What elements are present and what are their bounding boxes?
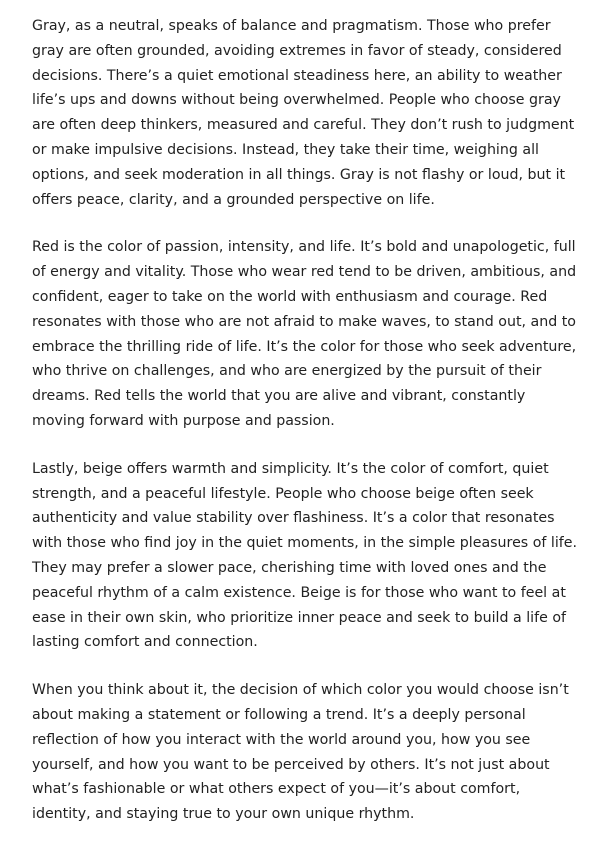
article-body [32, 14, 580, 850]
paragraph-gray: Gray, as a neutral, speaks of balance and pragmatism. Those who prefer gray are often grounded, avoiding extremes in favor of steady, considered decisions. There’s a quiet emotional steadiness here, an ability to weather life’s ups and downs without being overwhelmed. People who choose gray are often deep thinkers, measured and careful. They don’t rush to judgment or make impulsive decisions. Instead, they take their time, weighing all options, and seek moderation in all things. Gray is not flashy or loud, but it offers peace, clarity, and a grounded perspective on life. [32, 18, 575, 208]
paragraph-beige: Lastly, beige offers warmth and simplicity. It’s the color of comfort, quiet strength, and a peaceful lifestyle. People who choose beige often seek authenticity and value stability over flashiness. It’s a color that resonates with those who find joy in the quiet moments, in the simple pleasures of life. They may prefer a slower pace, cherishing time with loved ones and the peaceful rhythm of a calm existence. Beige is for those who want to feel at ease in their own skin, who prioritize inner peace and seek to build a life of lasting comfort and connection. [32, 460, 578, 651]
paragraph-red: Red is the color of passion, intensity, and life. It’s bold and unapologetic, full of energy and vitality. Those who wear red tend to be driven, ambitious, and confident, eager to take on the world with enthusiasm and courage. Red resonates with those who are not afraid to make waves, to stand out, and to embrace the thrilling ride of life. It’s the color for those who seek adventure, who thrive on challenges, and who are energized by the pursuit of their dreams. Red tells the world that you are alive and vibrant, constantly moving forward with purpose and passion. [32, 239, 577, 429]
paragraph-conclusion: When you think about it, the decision of which color you would choose isn’t about making a statement or following a trend. It’s a deeply personal reflection of how you interact with the world around you, how you see yourself, and how you want to be perceived by others. It’s not just about what’s fashionable or what others expect of you—it’s about comfort, identity, and staying true to your own unique rhythm. [32, 682, 569, 823]
